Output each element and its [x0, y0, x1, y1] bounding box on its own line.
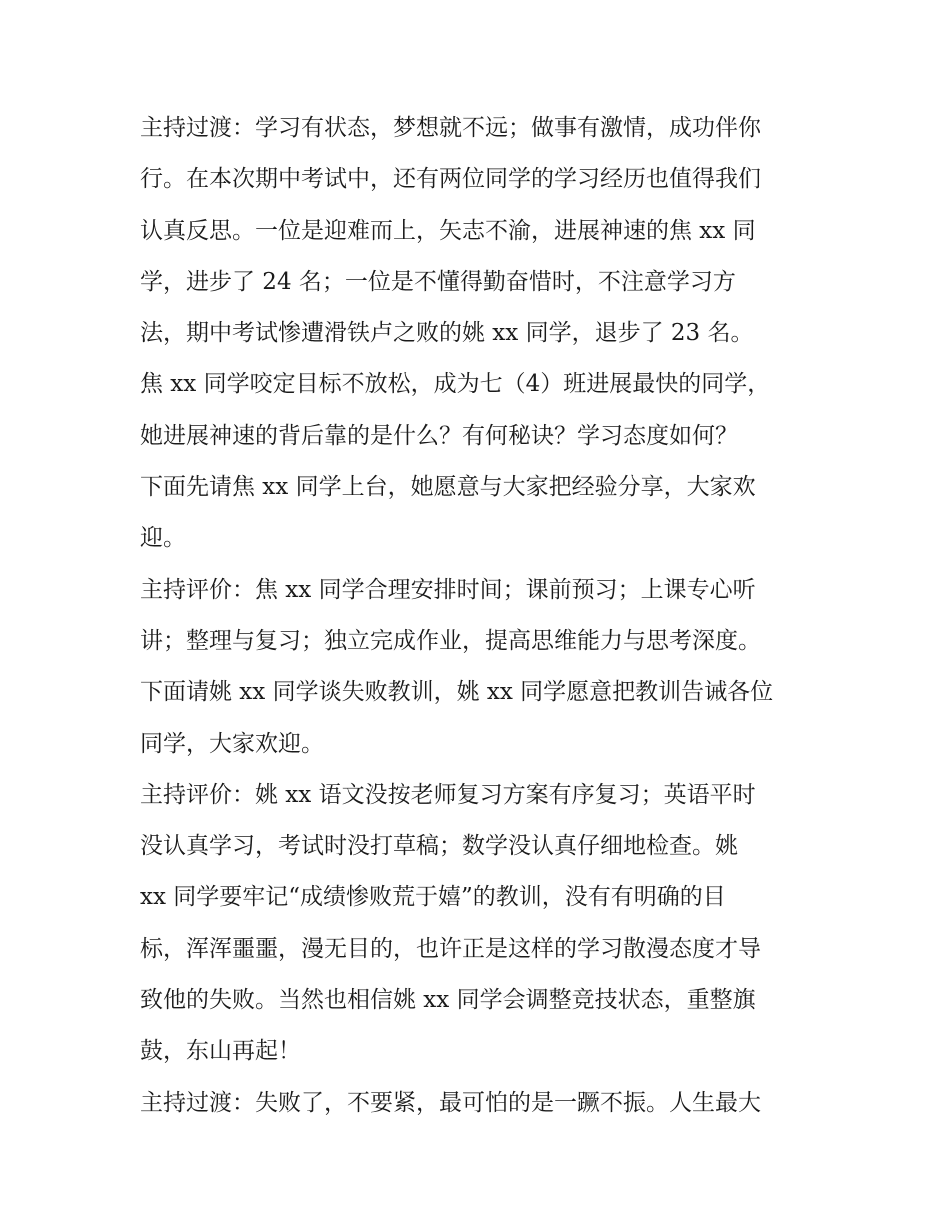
- text-line: 下面请姚 xx 同学谈失败教训，姚 xx 同学愿意把教训告诫各位: [140, 679, 774, 706]
- text-line: 鼓，东山再起！: [140, 1038, 301, 1065]
- text-line: 主持过渡：学习有状态，梦想就不远；做事有激情，成功伴你: [140, 115, 761, 141]
- text-line: 主持评价：姚 xx 语文没按老师复习方案有序复习；英语平时: [140, 781, 756, 808]
- text-line: 行。在本次期中考试中，还有两位同学的学习经历也值得我们: [140, 166, 761, 193]
- text-line: 主持评价：焦 xx 同学合理安排时间；课前预习；上课专心听: [140, 576, 756, 603]
- text-line: 主持过渡：失败了，不要紧，最可怕的是一蹶不振。人生最大: [140, 1089, 761, 1116]
- text-line: 没认真学习，考试时没打草稿；数学没认真仔细地检查。姚: [140, 833, 738, 860]
- text-line: 学，进步了 24 名；一位是不懂得勤奋惜时，不注意学习方: [140, 268, 736, 295]
- text-line: 她进展神速的背后靠的是什么？有何秘诀？学习态度如何？: [140, 422, 738, 449]
- text-line: 标，浑浑噩噩，漫无目的，也许正是这样的学习散漫态度才导: [140, 935, 761, 962]
- text-line: 下面先请焦 xx 同学上台，她愿意与大家把经验分享，大家欢: [140, 474, 756, 501]
- text-line: 致他的失败。当然也相信姚 xx 同学会调整竞技状态，重整旗: [140, 987, 756, 1014]
- document-body: [140, 103, 820, 1129]
- text-line: 讲；整理与复习；独立完成作业，提高思维能力与思考深度。: [140, 627, 761, 654]
- text-line: xx 同学要牢记“成绩惨败荒于嬉”的教训，没有有明确的目: [140, 884, 726, 911]
- text-line: 迎。: [140, 525, 186, 552]
- text-line: 法，期中考试惨遭滑铁卢之败的姚 xx 同学，退步了 23 名。: [140, 320, 754, 347]
- text-line: 认真反思。一位是迎难而上，矢志不渝，进展神速的焦 xx 同: [140, 217, 756, 244]
- text-line: 焦 xx 同学咬定目标不放松，成为七（4）班进展最快的同学，: [140, 371, 771, 398]
- text-line: 同学，大家欢迎。: [140, 730, 324, 757]
